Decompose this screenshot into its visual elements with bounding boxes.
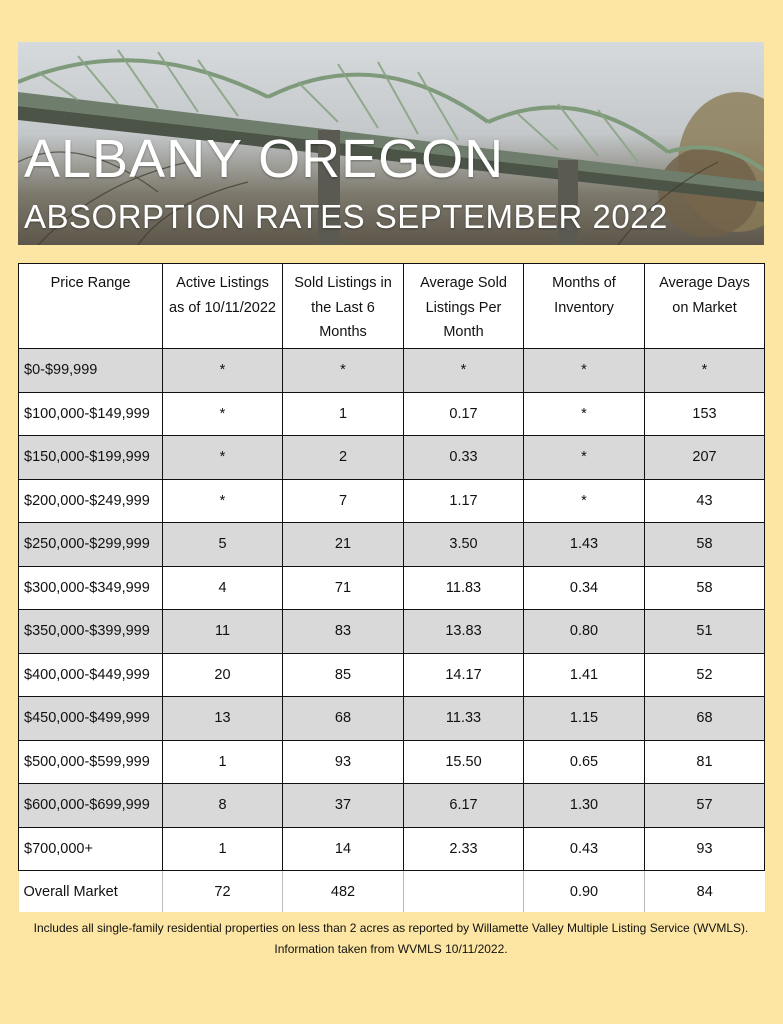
cell-active: 4 [163,566,283,610]
cell-days-on-market: 93 [645,827,765,871]
table-row [19,784,765,828]
cell-active: 5 [163,523,283,567]
cell-active: * [163,436,283,480]
header-banner [18,42,764,245]
cell-months-inventory: 0.65 [524,740,645,784]
footnote-line-1: Includes all single-family residential properties on less than 2 acres as reported by Willamette Valley Multiple Listing Service (WVMLS). [33,921,749,935]
cell-price-range: $250,000-$299,999 [19,523,163,567]
page-subtitle: ABSORPTION RATES SEPTEMBER 2022 [24,198,668,235]
cell-months-inventory: 0.90 [524,871,645,913]
cell-days-on-market: 58 [645,566,765,610]
cell-price-range: $500,000-$599,999 [19,740,163,784]
cell-sold: 21 [283,523,404,567]
cell-price-range: $300,000-$349,999 [19,566,163,610]
cell-days-on-market: 51 [645,610,765,654]
table-header-row [19,264,765,349]
cell-price-range: $400,000-$449,999 [19,653,163,697]
footnote-line-2: Information taken from WVMLS 10/11/2022. [274,942,508,956]
cell-avg-sold [404,871,524,913]
table-row [19,523,765,567]
cell-sold: 482 [283,871,404,913]
cell-active: 20 [163,653,283,697]
cell-sold: 2 [283,436,404,480]
cell-months-inventory: * [524,349,645,393]
cell-price-range: $200,000-$249,999 [19,479,163,523]
cell-active: 8 [163,784,283,828]
table-row [19,653,765,697]
table-row [19,479,765,523]
cell-sold: 85 [283,653,404,697]
table-row [19,827,765,871]
cell-price-range: $0-$99,999 [19,349,163,393]
cell-days-on-market: 57 [645,784,765,828]
cell-active: * [163,479,283,523]
cell-months-inventory: 0.34 [524,566,645,610]
absorption-table [18,263,765,912]
cell-price-range: $350,000-$399,999 [19,610,163,654]
cell-sold: 37 [283,784,404,828]
cell-days-on-market: 58 [645,523,765,567]
page-title: ALBANY OREGON [24,129,505,189]
column-header-sold-listings: Sold Listings in the Last 6 Months [283,264,404,349]
cell-days-on-market: 153 [645,392,765,436]
cell-active: 11 [163,610,283,654]
cell-days-on-market: 52 [645,653,765,697]
table-row [19,610,765,654]
cell-avg-sold: 0.33 [404,436,524,480]
cell-months-inventory: 0.43 [524,827,645,871]
cell-months-inventory: * [524,436,645,480]
cell-price-range: $450,000-$499,999 [19,697,163,741]
cell-days-on-market: 81 [645,740,765,784]
cell-sold: 68 [283,697,404,741]
cell-active: 13 [163,697,283,741]
cell-avg-sold: 6.17 [404,784,524,828]
table-row [19,566,765,610]
column-header-months-inventory: Months of Inventory [524,264,645,349]
cell-avg-sold: 14.17 [404,653,524,697]
cell-active: * [163,392,283,436]
table-row [19,392,765,436]
cell-price-range: Overall Market [19,871,163,913]
cell-days-on-market: 207 [645,436,765,480]
cell-price-range: $150,000-$199,999 [19,436,163,480]
cell-months-inventory: 0.80 [524,610,645,654]
cell-days-on-market: * [645,349,765,393]
cell-avg-sold: 15.50 [404,740,524,784]
column-header-days-on-market: Average Days on Market [645,264,765,349]
cell-months-inventory: * [524,479,645,523]
cell-active: 1 [163,740,283,784]
cell-avg-sold: 2.33 [404,827,524,871]
cell-active: 72 [163,871,283,913]
cell-avg-sold: 0.17 [404,392,524,436]
cell-price-range: $600,000-$699,999 [19,784,163,828]
cell-sold: 71 [283,566,404,610]
cell-avg-sold: 11.83 [404,566,524,610]
cell-months-inventory: 1.30 [524,784,645,828]
cell-active: 1 [163,827,283,871]
cell-months-inventory: 1.43 [524,523,645,567]
cell-months-inventory: 1.41 [524,653,645,697]
cell-months-inventory: * [524,392,645,436]
cell-days-on-market: 84 [645,871,765,913]
cell-days-on-market: 68 [645,697,765,741]
cell-active: * [163,349,283,393]
cell-avg-sold: 3.50 [404,523,524,567]
cell-avg-sold: 11.33 [404,697,524,741]
cell-sold: 83 [283,610,404,654]
footnote [18,918,764,960]
cell-sold: 7 [283,479,404,523]
cell-days-on-market: 43 [645,479,765,523]
cell-avg-sold: * [404,349,524,393]
cell-sold: 1 [283,392,404,436]
column-header-active-listings: Active Listings as of 10/11/2022 [163,264,283,349]
cell-sold: * [283,349,404,393]
table-row [19,697,765,741]
cell-months-inventory: 1.15 [524,697,645,741]
cell-avg-sold: 13.83 [404,610,524,654]
cell-price-range: $700,000+ [19,827,163,871]
cell-sold: 93 [283,740,404,784]
overall-market-row [19,871,765,913]
cell-price-range: $100,000-$149,999 [19,392,163,436]
cell-avg-sold: 1.17 [404,479,524,523]
table-row [19,436,765,480]
cell-sold: 14 [283,827,404,871]
column-header-average-sold: Average Sold Listings Per Month [404,264,524,349]
column-header-price-range: Price Range [19,264,163,349]
table-row [19,740,765,784]
table-row [19,349,765,393]
